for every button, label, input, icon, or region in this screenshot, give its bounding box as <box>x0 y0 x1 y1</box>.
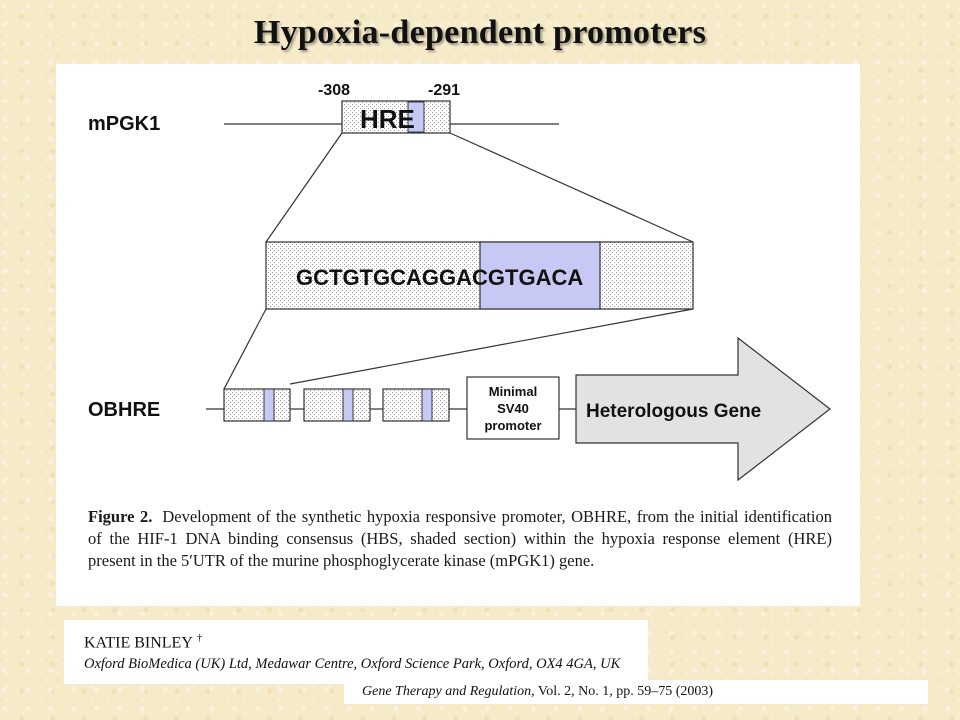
hre-repeat-1 <box>224 389 290 421</box>
journal-reference <box>362 684 713 700</box>
slide-title: Hypoxia-dependent promoters <box>253 14 707 51</box>
author-affiliation: Oxford BioMedica (UK) Ltd, Medawar Centre, Oxford Science Park, Oxford, OX4 4GA, UK <box>84 656 621 672</box>
zoom-line-lower-right <box>290 309 693 384</box>
journal-box <box>344 680 928 704</box>
promoter-diagram <box>56 64 860 504</box>
author-box <box>64 620 648 684</box>
construct-label: OBHRE <box>88 399 161 421</box>
hre-label: HRE <box>360 104 415 134</box>
figure-caption <box>88 506 832 572</box>
author-name: KATIE BINLEY <box>84 634 193 652</box>
caption-label: Figure 2. <box>88 507 153 526</box>
promoter-label-line3: promoter <box>484 418 542 433</box>
sequence-prefix: GCTGTGCAG <box>296 265 439 290</box>
sequence-text <box>296 265 583 290</box>
gene-arrow-label: Heterologous Gene <box>586 401 762 422</box>
position-end-label: -291 <box>428 82 461 99</box>
zoom-line-right <box>450 133 693 242</box>
hre-repeat-3 <box>383 389 449 421</box>
author-mark: † <box>196 632 203 644</box>
journal-citation: , Vol. 2, No. 1, pp. 59–75 (2003) <box>531 684 714 699</box>
position-start-label: -308 <box>318 82 351 99</box>
author-line <box>84 632 202 652</box>
figure-panel <box>56 64 860 606</box>
hre-repeat-2 <box>304 389 370 421</box>
gene-label: mPGK1 <box>88 113 161 135</box>
sequence-suffix: ACA <box>535 265 584 290</box>
sequence-hbs: GACGTG <box>439 265 536 290</box>
caption-text: Development of the synthetic hypoxia responsive promoter, OBHRE, from the initial identification of the HIF-1 DNA binding consensus (HBS, shaded section) within the hypoxia response element (HRE) present in the 5′UTR of the murine phosphoglycerate kinase (mPGK1) gene. <box>88 507 832 570</box>
journal-name: Gene Therapy and Regulation <box>362 684 532 699</box>
zoom-line-lower-left <box>224 309 266 389</box>
promoter-label-line1: Minimal <box>488 384 538 399</box>
zoom-line-left <box>266 133 342 242</box>
promoter-label-line2: SV40 <box>497 401 529 416</box>
